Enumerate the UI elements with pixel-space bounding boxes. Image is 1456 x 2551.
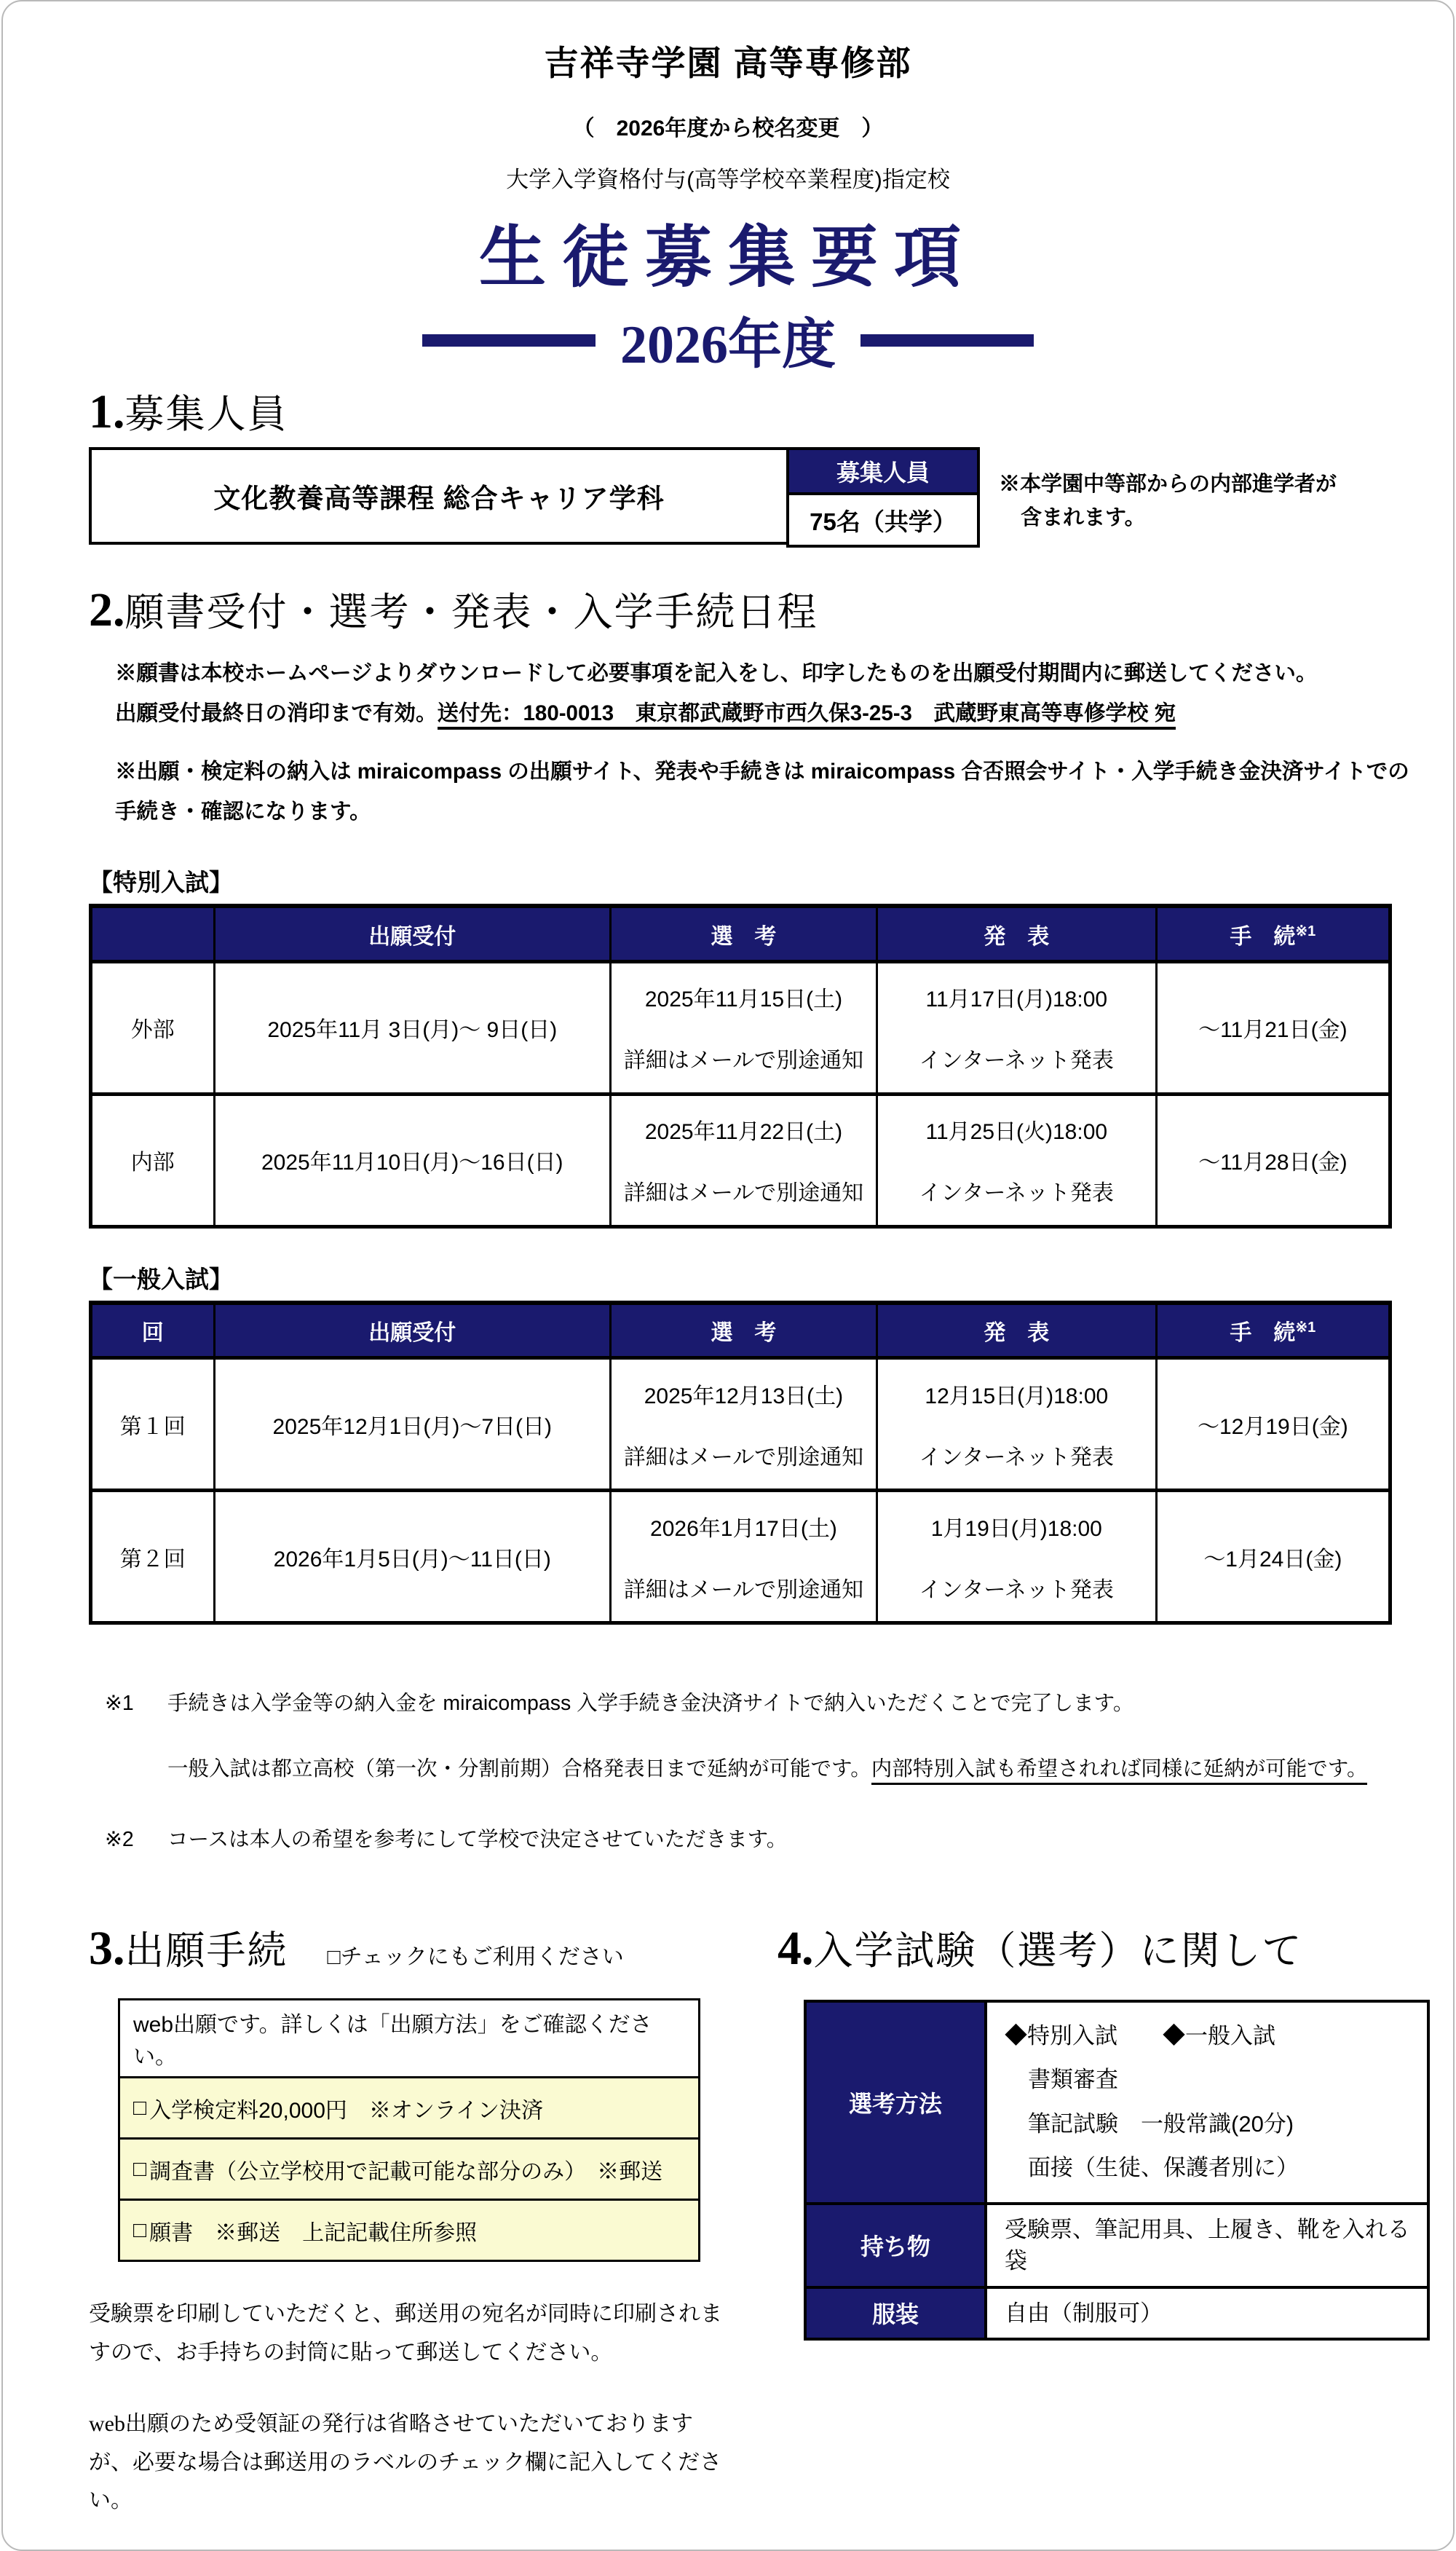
document-year-row [3, 301, 1453, 379]
method-label-cell: 選考方法 [807, 2003, 987, 2202]
section3-number: 3. [89, 1922, 125, 1976]
section-entrance-exam [778, 1920, 1440, 2520]
accreditation-note: 大学入学資格付与(高等学校卒業程度)指定校 [506, 167, 950, 192]
row-type: 外部 [91, 961, 215, 1094]
checkbox-icon: □ [327, 1945, 341, 1970]
capacity-note-line2: 含まれます。 [1021, 506, 1146, 530]
check-hint: □チェックにもご利用ください [327, 1945, 624, 1970]
special-exam-table [89, 904, 1392, 1229]
method-content-cell [987, 2003, 1306, 2202]
header-blank [91, 906, 215, 961]
row-type: 内部 [91, 1094, 215, 1226]
section1-number: 1. [89, 385, 125, 438]
table-row [807, 2003, 1427, 2202]
section1-heading [89, 383, 1453, 440]
footnote-ref-icon: ※1 [1295, 1320, 1316, 1336]
method-line: 書類審査 [1028, 2067, 1118, 2093]
mailing-note-validity: 出願受付最終日の消印まで有効。 [115, 701, 438, 725]
capacity-value-cell: 75名（共学） [786, 495, 980, 548]
footnotes [105, 1687, 1453, 1857]
row-procedure: ～1月24日(金) [1156, 1491, 1390, 1623]
footnote-ref-icon: ※1 [1295, 923, 1316, 939]
method-line: ◆特別入試 ◆一般入試 [1005, 2023, 1275, 2049]
table-row [807, 2202, 1427, 2286]
header-procedure: 手 続$^{※1}$ [1156, 906, 1390, 961]
special-exam-label: 【特別入試】 [89, 869, 233, 896]
items-label-cell: 持ち物 [807, 2205, 987, 2286]
row-procedure: ～11月28日(金) [1156, 1094, 1390, 1226]
section-application-procedure [89, 1920, 744, 2520]
document-page [1, 0, 1455, 2551]
checkbox-icon: □ [133, 2156, 147, 2181]
miraicompass-note: ※出願・検定料の納入は miraicompass の出願サイト、発表や手続きは miraicompass 合否照会サイト・入学手続き金決済サイトでの手続き・確認になります。 [115, 760, 1409, 824]
row-exam: 2025年12月13日(土) 詳細はメールで別途通知 [610, 1358, 877, 1491]
section-recruitment [89, 383, 1453, 548]
footnote-2 [105, 1823, 1453, 1857]
header-procedure: 手 続$^{※1}$ [1156, 1303, 1390, 1358]
year-bar-left [422, 334, 596, 347]
capacity-header-cell: 募集人員 [786, 447, 980, 495]
row-procedure: ～12月19日(金) [1156, 1358, 1390, 1491]
checklist-item-report: □ 調査書（公立学校用で記載可能な部分のみ） ※郵送 [120, 2137, 698, 2199]
checklist-item-form: □ 願書 ※郵送 上記記載住所参照 [120, 2199, 698, 2260]
section-schedule [89, 581, 1453, 638]
row-announce: 12月15日(月)18:00 インターネット発表 [877, 1358, 1156, 1491]
footnote-1-label: ※1 [105, 1692, 134, 1716]
application-checklist [118, 1998, 700, 2262]
exam-ticket-paragraph: 受験票を印刷していただくと、郵送用の宛名が同時に印刷されますので、お手持ちの封筒に貼って郵送してください。 [89, 2302, 722, 2365]
section4-title: 入学試験（選考）に関して [813, 1929, 1303, 1974]
row-apply: 2025年12月1日(月)～7日(日) [214, 1358, 610, 1491]
section2-number: 2. [89, 583, 125, 636]
mailing-note-line2 [115, 694, 1425, 734]
document-title: 生徒募集要項 [478, 221, 977, 295]
row-exam: 2026年1月17日(土) 詳細はメールで別途通知 [610, 1491, 877, 1623]
general-table-header-row [91, 1303, 1390, 1358]
checkbox-icon: □ [133, 2095, 147, 2120]
footnote-1-deferral-underlined: 内部特別入試も希望されれば同様に延納が可能です。 [871, 1757, 1368, 1785]
header-exam: 選 考 [610, 906, 877, 961]
document-year: 2026年度 [620, 315, 836, 375]
row-apply: 2026年1月5日(月)～11日(日) [214, 1491, 610, 1623]
receipt-paragraph: web出願のため受領証の発行は省略させていただいておりますが、必要な場合は郵送用のラベルのチェック欄に記入してください。 [89, 2412, 722, 2513]
capacity-note [999, 468, 1337, 535]
checklist-item-fee: □ 入学検定料20,000円 ※オンライン決済 [120, 2076, 698, 2137]
section4-heading [778, 1920, 1440, 1976]
header-round: 回 [91, 1303, 215, 1358]
footnote-1-line1: 手続きは入学金等の納入金を miraicompass 入学手続き金決済サイトで納入いただくことで完了します。 [167, 1692, 1134, 1716]
method-line: 面接（生徒、保護者別に） [1028, 2155, 1299, 2181]
checklist-intro: web出願です。詳しくは「出願方法」をご確認ください。 [133, 2013, 652, 2070]
header-apply: 出願受付 [214, 1303, 610, 1358]
section3-heading [89, 1920, 288, 1976]
row-announce: 11月25日(火)18:00 インターネット発表 [877, 1094, 1156, 1226]
table-row [807, 2286, 1427, 2338]
section3-title: 出願手続 [124, 1929, 288, 1974]
dress-content-cell: 自由（制服可） [1005, 2300, 1163, 2326]
capacity-note-line1: ※本学園中等部からの内部進学者が [999, 473, 1337, 496]
row-apply: 2025年11月10日(月)～16日(日) [214, 1094, 610, 1226]
mailing-address: 送付先：180-0013 東京都武蔵野市西久保3-25-3 武蔵野東高等専修学校 宛 [438, 701, 1176, 730]
row-procedure: ～11月21日(金) [1156, 961, 1390, 1094]
items-content-cell: 受験票、筆記用具、上履き、靴を入れる袋 [1005, 2216, 1410, 2274]
table-row [91, 1491, 1390, 1623]
header-exam: 選 考 [610, 1303, 877, 1358]
row-announce: 11月17日(月)18:00 インターネット発表 [877, 961, 1156, 1094]
row-apply: 2025年11月 3日(月)～ 9日(日) [214, 961, 610, 1094]
name-change-note: （ 2026年度から校名変更 ） [572, 117, 884, 141]
header-announce: 発 表 [877, 1303, 1156, 1358]
section1-title: 募集人員 [124, 393, 288, 436]
schedule-notes [115, 654, 1425, 832]
table-row [91, 961, 1390, 1094]
capacity-column [786, 447, 980, 548]
footnote-2-label: ※2 [105, 1828, 134, 1852]
course-name-cell: 文化教養高等課程 総合キャリア学科 [89, 447, 789, 545]
method-line: 筆記試験 一般常識(20分) [1028, 2110, 1294, 2137]
row-exam: 2025年11月22日(土) 詳細はメールで別途通知 [610, 1094, 877, 1226]
footnote-1-deferral: 一般入試は都立高校（第一次・分割前期）合格発表日まで延納が可能です。 [167, 1756, 871, 1781]
header-announce: 発 表 [877, 906, 1156, 961]
footnote-2-text: コースは本人の希望を参考にして学校で決定させていただきます。 [167, 1828, 788, 1852]
row-type: 第１回 [91, 1358, 215, 1491]
section4-number: 4. [778, 1922, 814, 1976]
table-row [91, 1358, 1390, 1491]
checkbox-icon: □ [133, 2217, 147, 2242]
school-name: 吉祥寺学園 高等専修部 [544, 44, 912, 82]
row-type: 第２回 [91, 1491, 215, 1623]
section2-title: 願書受付・選考・発表・入学手続日程 [124, 591, 818, 634]
year-bar-right [860, 334, 1034, 347]
row-exam: 2025年11月15日(土) 詳細はメールで別途通知 [610, 961, 877, 1094]
dress-label-cell: 服装 [807, 2289, 987, 2338]
special-table-header-row [91, 906, 1390, 961]
header-apply: 出願受付 [214, 906, 610, 961]
footnote-1 [105, 1687, 1453, 1721]
exam-info-table [804, 2000, 1430, 2341]
table-row [91, 1094, 1390, 1226]
mailing-note-line1: ※願書は本校ホームページよりダウンロードして必要事項を記入をし、印字したものを出願受付期間内に郵送してください。 [115, 661, 1318, 685]
general-exam-label: 【一般入試】 [89, 1265, 233, 1293]
row-announce: 1月19日(月)18:00 インターネット発表 [877, 1491, 1156, 1623]
general-exam-table [89, 1301, 1392, 1625]
section2-heading [89, 581, 1453, 638]
footnote-1-line2 [167, 1753, 1453, 1786]
